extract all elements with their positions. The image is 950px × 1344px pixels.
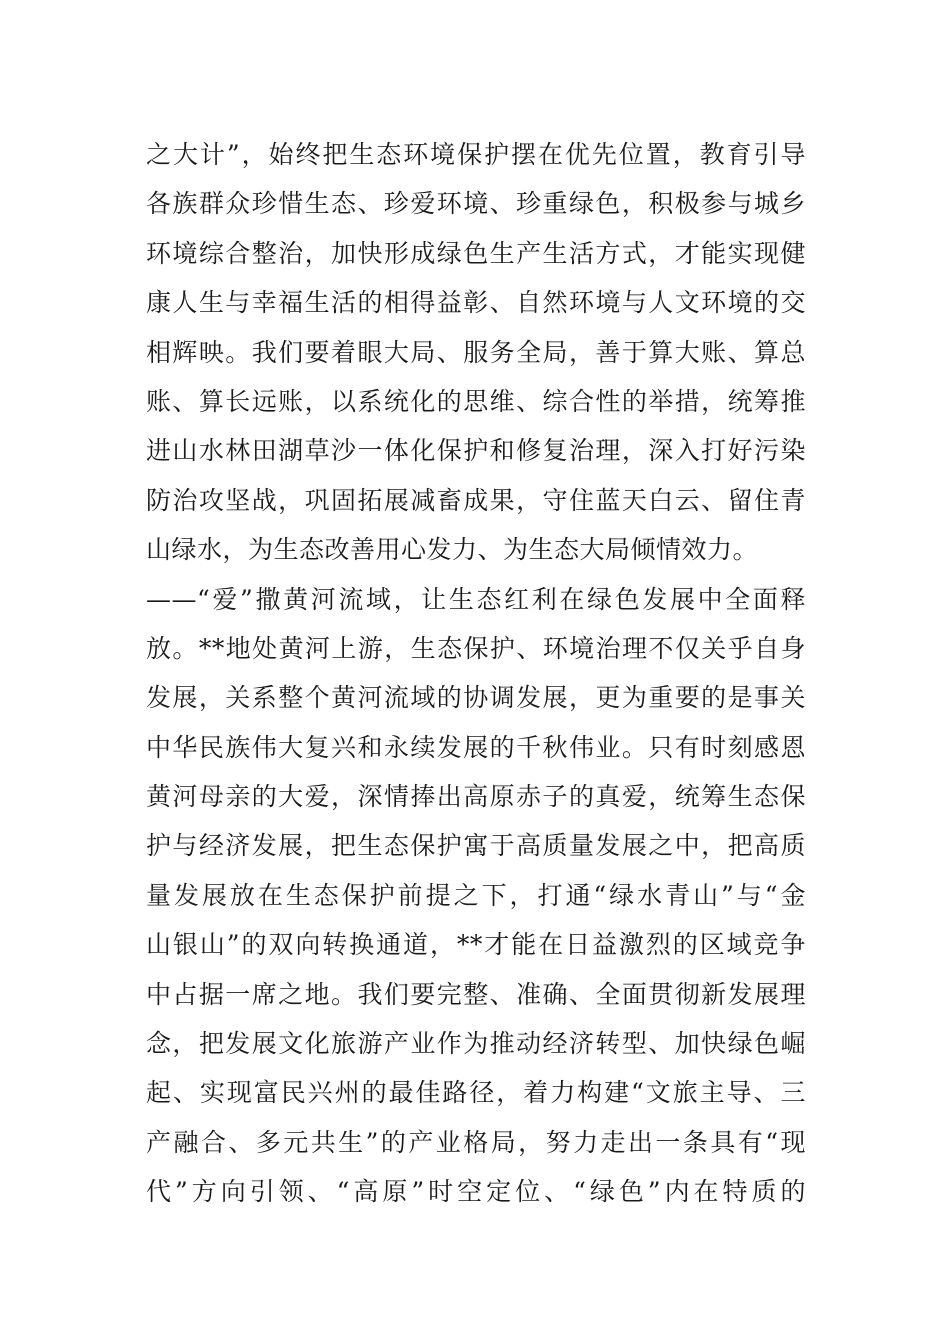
- text-line: 量发展放在生态保护前提之下，打通“绿水青山”与“金: [146, 880, 806, 910]
- text-line: 环境综合整治，加快形成绿色生产生活方式，才能实现健: [146, 238, 806, 268]
- text-line: 各族群众珍惜生态、珍爱环境、珍重绿色，积极参与城乡: [146, 189, 806, 219]
- text-line: 代”方向引领、“高原”时空定位、“绿色”内在特质的: [146, 1177, 806, 1207]
- text-line: 相辉映。我们要着眼大局、服务全局，善于算大账、算总: [146, 337, 806, 367]
- text-line: 起、实现富民兴州的最佳路径，着力构建“文旅主导、三: [146, 1078, 806, 1108]
- text-line: ——“爱”撒黄河流域，让生态红利在绿色发展中全面释: [146, 584, 806, 614]
- text-line: 之大计”，始终把生态环境保护摆在优先位置，教育引导: [146, 140, 806, 169]
- text-line: 中华民族伟大复兴和永续发展的千秋伟业。只有时刻感恩: [146, 732, 806, 762]
- text-line: 护与经济发展，把生态保护寓于高质量发展之中，把高质: [146, 831, 806, 861]
- text-line: 中占据一席之地。我们要完整、准确、全面贯彻新发展理: [146, 979, 806, 1009]
- text-line: 念，把发展文化旅游产业作为推动经济转型、加快绿色崛: [146, 1029, 806, 1059]
- text-line: 账、算长远账，以系统化的思维、综合性的举措，统筹推: [146, 386, 806, 416]
- body-text: [146, 130, 806, 1217]
- text-line: 产融合、多元共生”的产业格局，努力走出一条具有“现: [146, 1127, 806, 1157]
- text-line: 康人生与幸福生活的相得益彰、自然环境与人文环境的交: [146, 288, 806, 318]
- text-line: 进山水林田湖草沙一体化保护和修复治理，深入打好污染: [146, 436, 806, 466]
- text-line: 发展，关系整个黄河流域的协调发展，更为重要的是事关: [146, 683, 806, 713]
- text-line: 山绿水，为生态改善用心发力、为生态大局倾情效力。: [146, 535, 759, 565]
- text-line: 防治攻坚战，巩固拓展减畜成果，守住蓝天白云、留住青: [146, 485, 806, 515]
- text-line: 山银山”的双向转换通道，**才能在日益激烈的区域竞争: [146, 930, 806, 960]
- text-line: 放。**地处黄河上游，生态保护、环境治理不仅关乎自身: [146, 633, 806, 663]
- text-line: 黄河母亲的大爱，深情捧出高原赤子的真爱，统筹生态保: [146, 782, 806, 812]
